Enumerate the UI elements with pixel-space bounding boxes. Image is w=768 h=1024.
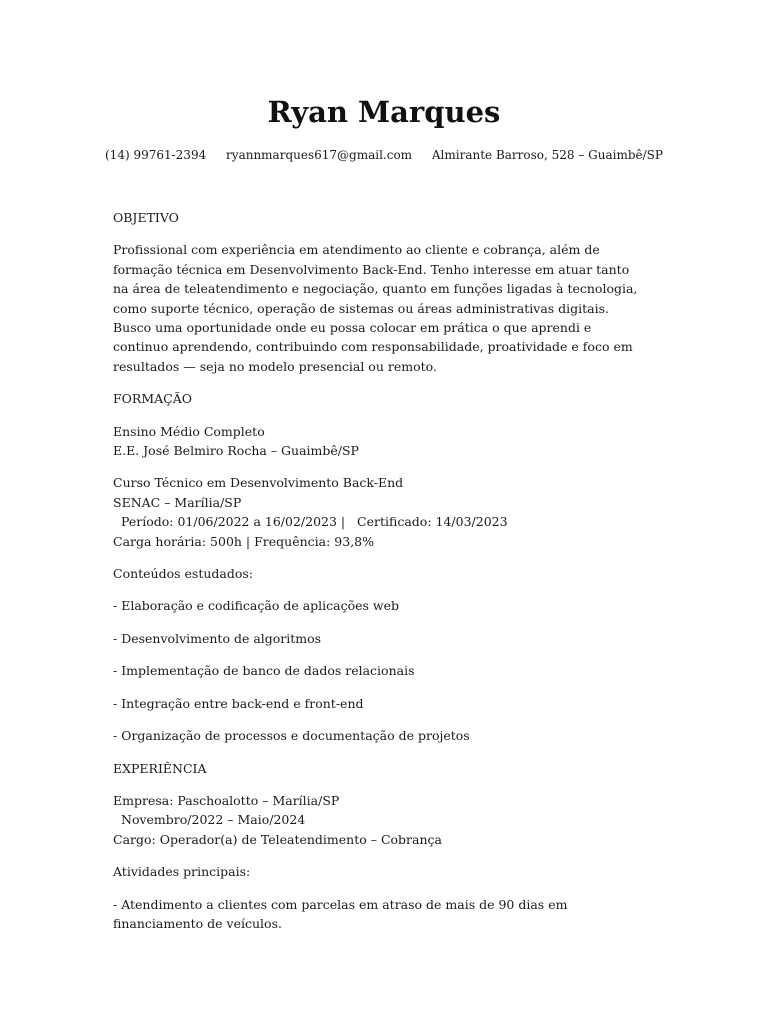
tecnico-escola: SENAC – Marília/SP bbox=[113, 494, 242, 510]
list-item: - Elaboração e codificação de aplicações web bbox=[113, 598, 400, 614]
list-item: - Implementação de banco de dados relacionais bbox=[113, 663, 415, 679]
section-heading-formacao: FORMAÇÃO bbox=[113, 391, 192, 407]
contact-address: Almirante Barroso, 528 – Guaimbê/SP bbox=[431, 148, 663, 162]
conteudos-title: Conteúdos estudados: bbox=[113, 566, 254, 582]
candidate-name: Ryan Marques bbox=[267, 95, 501, 129]
list-item: - Integração entre back-end e front-end bbox=[113, 695, 364, 711]
ensino-medio-escola: E.E. José Belmiro Rocha – Guaimbê/SP bbox=[113, 443, 359, 459]
ensino-medio-curso: Ensino Médio Completo bbox=[113, 423, 265, 439]
experiencia-periodo: Novembro/2022 – Maio/2024 bbox=[121, 812, 306, 828]
section-heading-objetivo: OBJETIVO bbox=[113, 210, 179, 225]
tecnico-curso: Curso Técnico em Desenvolvimento Back-End bbox=[113, 475, 404, 491]
tecnico-periodo: Período: 01/06/2022 a 16/02/2023 | Certificado: 14/03/2023 bbox=[121, 514, 508, 530]
contact-line bbox=[0, 146, 768, 164]
resume-content bbox=[113, 208, 641, 933]
list-item: - Atendimento a clientes com parcelas em atraso de mais de 90 dias em financiamento de veículos. bbox=[113, 896, 568, 931]
experiencia-empresa: Empresa: Paschoalotto – Marília/SP bbox=[113, 792, 340, 808]
atividades-title: Atividades principais: bbox=[113, 864, 251, 880]
contact-email: ryannmarques617@gmail.com bbox=[226, 148, 413, 162]
objetivo-text: Profissional com experiência em atendimento ao cliente e cobrança, além de formação técnica em Desenvolvimento Back-End. Tenho interesse em atuar tanto na área de teleatendimento e negociação, quanto em funções ligadas à tecnologia, como suporte técnico, operação de sistemas ou áreas administrativas digitais. Busco uma oportunidade onde eu possa colocar em prática o que aprendi e continuo aprendendo, contribuindo com responsabilidade, proatividade e foco em resultados — seja no modelo presencial ou remoto. bbox=[113, 242, 638, 374]
section-heading-experiencia: EXPERIÊNCIA bbox=[113, 760, 207, 776]
contact-phone: (14) 99761-2394 bbox=[105, 148, 207, 162]
experiencia-cargo: Cargo: Operador(a) de Teleatendimento – Cobrança bbox=[113, 831, 442, 847]
list-item: - Organização de processos e documentação de projetos bbox=[113, 728, 470, 744]
list-item: - Desenvolvimento de algoritmos bbox=[113, 630, 322, 646]
tecnico-carga: Carga horária: 500h | Frequência: 93,8% bbox=[113, 533, 374, 549]
